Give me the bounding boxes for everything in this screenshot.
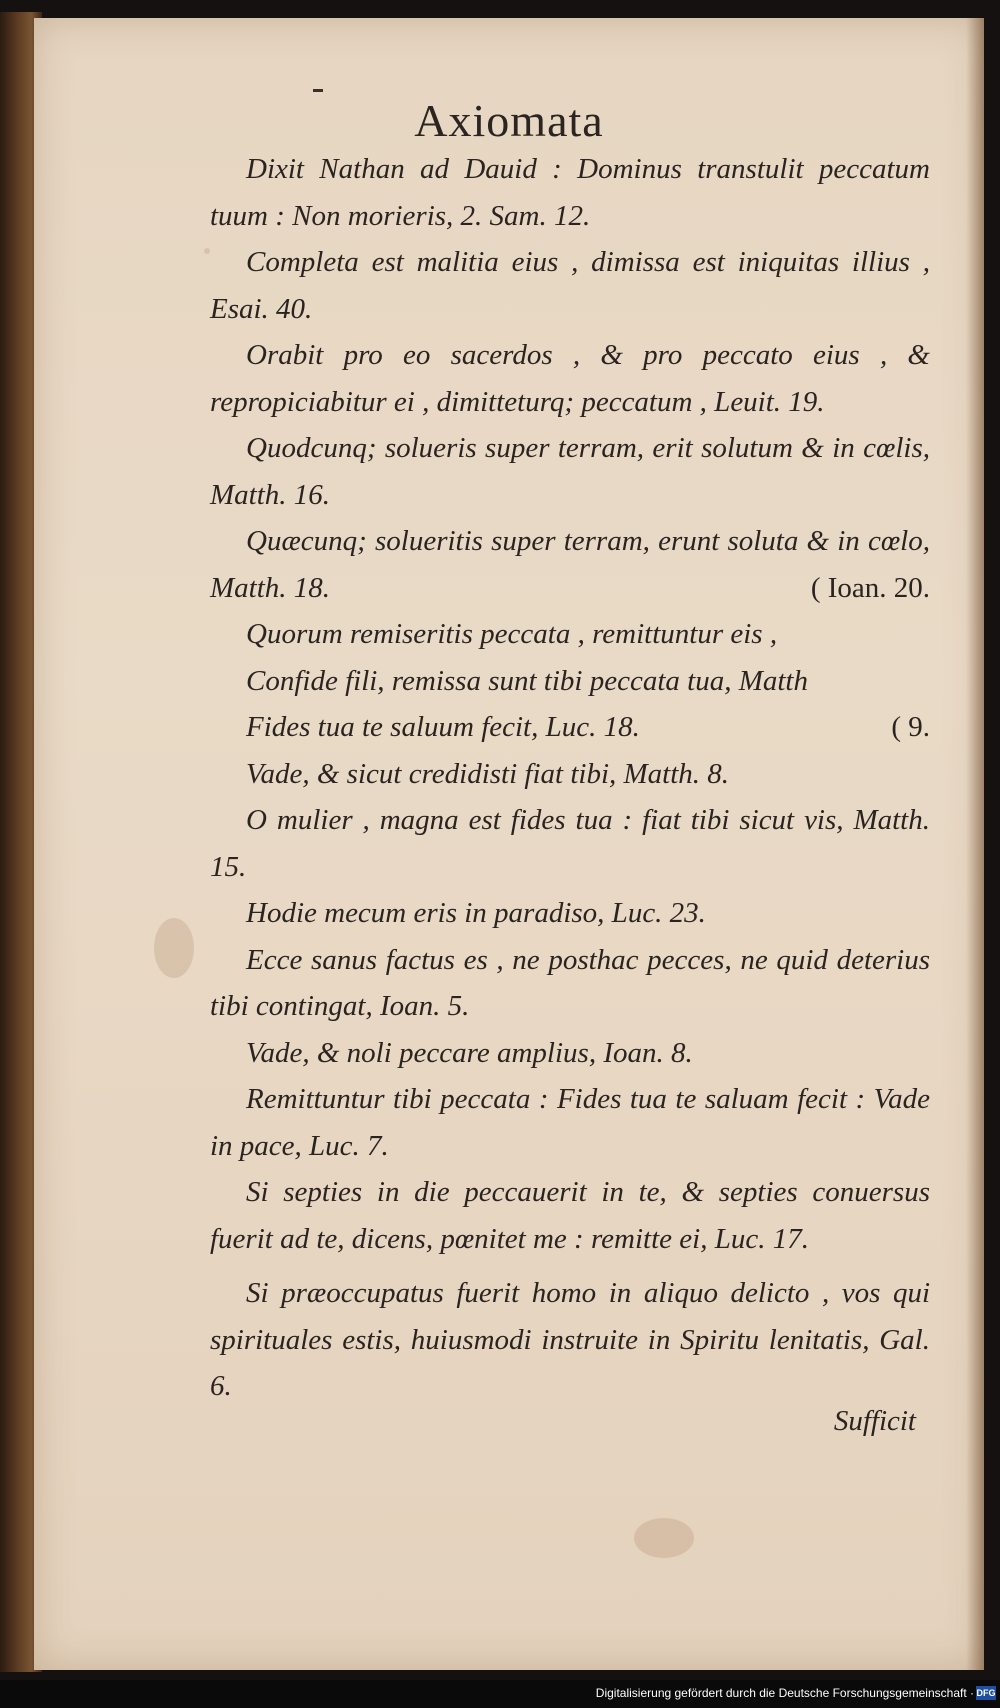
axiom-paragraph [210,1030,930,1077]
paragraph-text: Si præoccupatus fuerit homo in aliquo delicto , vos qui spirituales estis, huiusmodi instruite in Spiritu lenitatis, Gal. 6. [210,1277,930,1402]
axiom-paragraph [210,937,930,1030]
axiom-paragraph [210,890,930,937]
axiom-paragraph [210,1169,930,1262]
paragraph-text: Quæcunq; solueritis super terram, erunt soluta & in cœlo, Matth. 18. [210,525,930,604]
foxing-spot [634,1518,694,1558]
paragraph-text: Si septies in die peccauerit in te, & septies conuersus fuerit ad te, dicens, pœnitet me : remitte ei, Luc. 17. [210,1176,930,1255]
axiom-paragraph [210,1076,930,1169]
axiom-paragraph [210,658,930,705]
paragraph-text: Fides tua te saluum fecit, Luc. 18. [246,711,640,743]
axiom-paragraph [210,425,930,518]
axiom-paragraph [210,797,930,890]
axiom-paragraph [210,1270,930,1410]
paragraph-text: Completa est malitia eius , dimissa est iniquitas illius , Esai. 40. [210,246,930,325]
dfg-logo-icon: DFG [976,1688,996,1698]
text-block [210,146,930,1410]
running-head: Axiomata [414,95,604,146]
axiom-paragraph [210,518,930,611]
axiom-paragraph [210,239,930,332]
paragraph-text: Ecce sanus factus es , ne posthac pecces, ne quid deterius tibi contingat, Ioan. 5. [210,943,930,1022]
paragraph-text: Remittuntur tibi peccata : Fides tua te saluam fecit : Vade in pace, Luc. 7. [210,1083,930,1162]
paragraph-text: Vade, & sicut credidisti fiat tibi, Matth. 8. [246,757,730,790]
foxing-spot [154,918,194,978]
printer-mark [313,89,323,92]
turnover-fragment: ( Ioan. 20. [810,571,930,604]
paragraph-text: O mulier , magna est fides tua : fiat tibi sicut vis, Matth. 15. [210,804,930,883]
axiom-paragraph [210,704,930,751]
page-edge-shadow [966,18,984,1670]
catchword: Sufficit [833,1405,916,1437]
turnover-fragment: ( 9. [891,711,930,743]
paragraph-text: Quorum remiseritis peccata , remittuntur eis , [246,618,778,650]
axiom-paragraph [210,146,930,239]
paragraph-text: Orabit pro eo sacerdos , & pro peccato eius , & repropiciabitur ei , dimitteturq; peccatum , Leuit. 19. [210,339,930,418]
paragraph-text: Hodie mecum eris in paradiso, Luc. 23. [246,897,706,929]
axiom-paragraph [210,332,930,425]
paragraph-text: Vade, & noli peccare amplius, Ioan. 8. [246,1036,693,1069]
paragraph-text: Confide fili, remissa sunt tibi peccata tua, Matth [246,664,808,697]
axiom-paragraph [210,751,930,798]
paragraph-text: Quodcunq; solueris super terram, erit solutum & in cœlis, Matth. 16. [210,432,930,511]
axiom-paragraph [210,611,930,658]
paragraph-text: Dixit Nathan ad Dauid : Dominus transtulit peccatum tuum : Non morieris, 2. Sam. 12. [210,153,930,232]
digitization-credit: Digitalisierung gefördert durch die Deutsche Forschungsgemeinschaft · [595,1686,974,1700]
